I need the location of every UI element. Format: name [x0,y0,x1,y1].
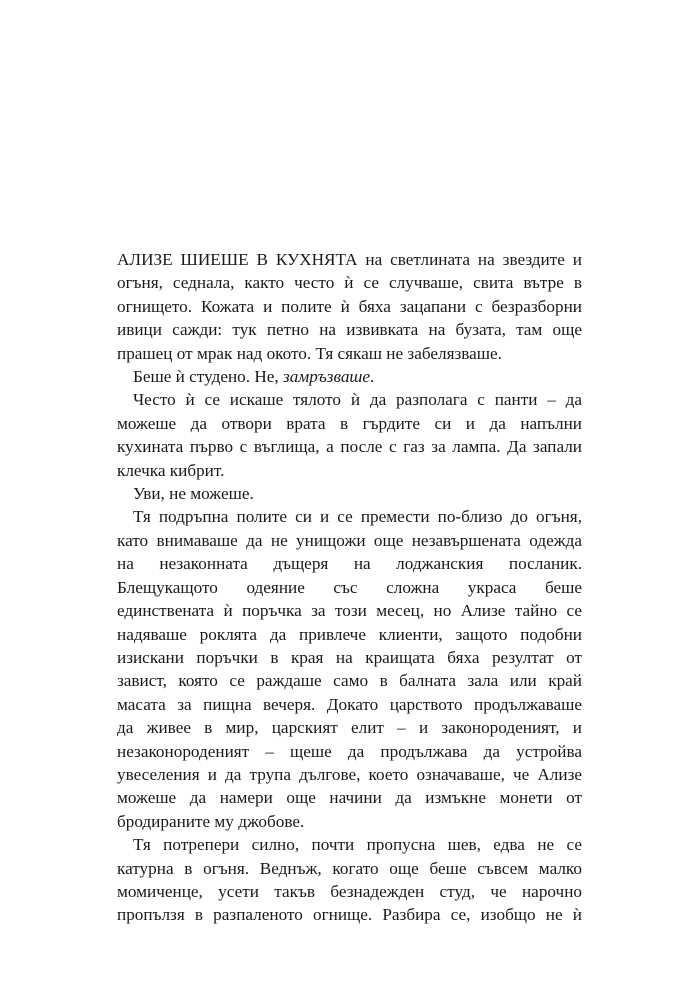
text-line: Уви, не можеше. [133,484,254,504]
text-line: масата за пищна вечеря. Докато царството продължаваше [117,694,582,714]
text-line: можеше да намери още начини да измъкне монети от [117,788,582,808]
text-run: Беше ѝ студено. Не, [133,367,283,387]
text-run: . [370,367,375,387]
italic-text: замръзваше [282,367,371,387]
text-line: огъня, седнала, както често ѝ се случваше, свита вътре в [117,273,582,293]
text-line: Често ѝ се искаше тялото ѝ да разполага с панти – да [133,390,582,410]
text-line: бродираните му джобове. [117,811,305,831]
text-line: Тя подръпна полите си и се премести по-близо до огъня, [133,507,582,527]
text-line: прашец от мрак над окото. Тя сякаш не забелязваше. [117,343,502,363]
text-line: можеше да отвори врата в гърдите си и да напълни [117,413,582,433]
text-line: като внимаваше да не унищожи още незавършената одежда [117,530,582,550]
text-line: да живее в мир, царският елит – и законороденият, и [117,718,582,738]
text-line: огнището. Кожата и полите ѝ бяха зацапани с безразборни [117,296,582,316]
text-line: увеселения и да трупа дългове, което означаваше, че Ализе [117,764,582,784]
text-line: ивици сажди: тук петно на извивката на бузата, там още [117,320,582,340]
text-line: изискани поръчки в края на краищата бяха резултат от [117,647,582,667]
text-line: единствената ѝ поръчка за този месец, но Ализе тайно се [117,601,582,621]
text-line: завист, която се раждаше само в балната зала или край [117,671,582,691]
paragraph-2 [117,365,582,388]
text-line: клечка кибрит. [117,460,225,480]
paragraph-3 [117,388,582,482]
text-line: незаконороденият – щеше да продължава да устройва [117,741,582,761]
text-line: Тя потрепери силно, почти пропусна шев, едва не се [133,835,582,855]
text-line: катурна в огъня. Веднъж, когато още беше съвсем малко [117,858,582,878]
paragraph-5 [117,505,582,833]
text-line: АЛИЗЕ ШИЕШЕ В КУХНЯТА на светлината на звездите и [117,250,582,269]
paragraph-6 [117,833,582,927]
body-text [117,248,582,927]
text-line: Блещукащото одеяние със сложна украса беше [117,577,582,597]
paragraph-4 [117,482,582,505]
text-line: на незаконната дъщеря на лоджанския посланик. [117,554,582,574]
text-line: надяваше роклята да привлече клиенти, защото подобни [117,624,582,644]
text-line: пропълзя в разпаленото огнище. Разбира се, изобщо не ѝ [117,905,582,925]
text-line: кухината първо с въглища, а после с газ за лампа. Да запали [117,437,582,457]
text-line: момиченце, усети такъв безнадежден студ, че нарочно [117,881,582,901]
paragraph-1 [117,248,582,365]
